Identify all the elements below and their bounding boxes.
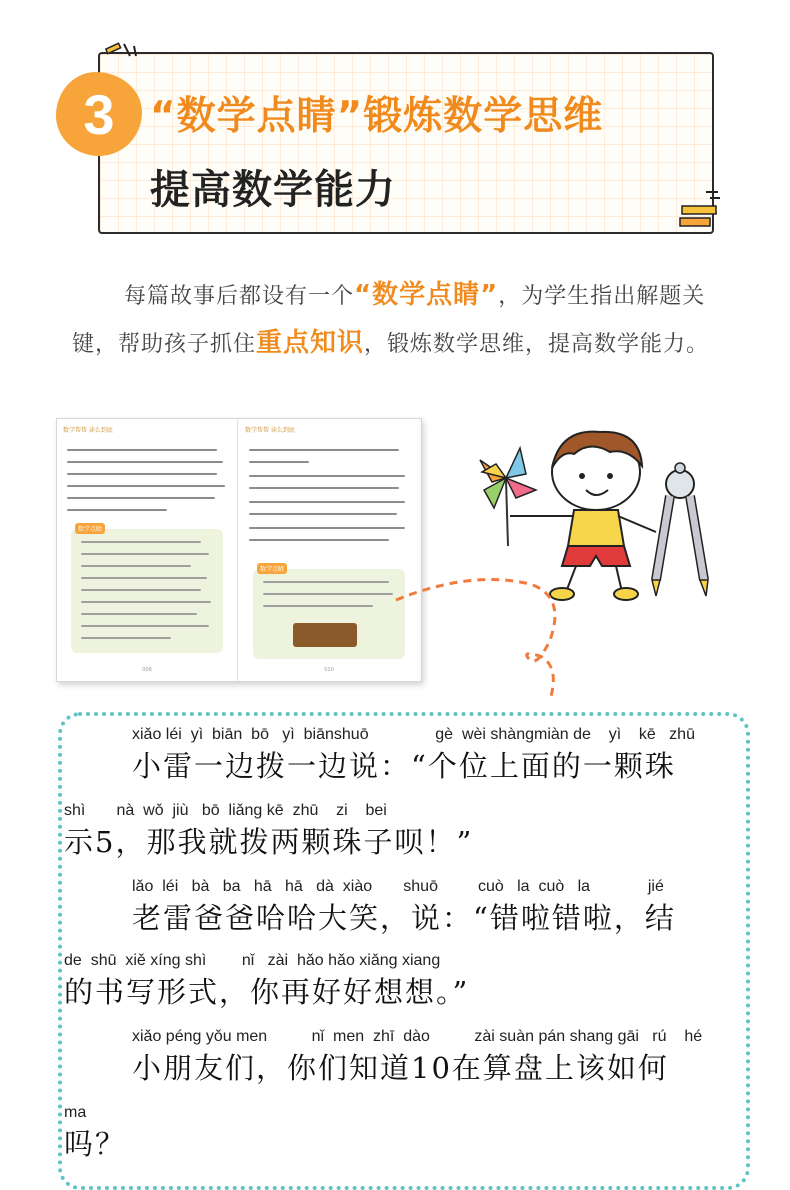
section-number: 3 (83, 82, 115, 146)
book-left-note: 数学点睛 (71, 529, 223, 653)
hanzi-line-2: 示5，那我就拨两颗珠子呗！” (64, 825, 474, 859)
pinyin-line-3: lǎo léi bà ba hā hā dà xiào shuō cuò la cuò la jié (132, 878, 664, 895)
hanzi-line-5: 小朋友们，你们知道10在算盘上该如何 (132, 1051, 669, 1085)
section-subtitle: 提高数学能力 (150, 167, 396, 213)
book-spread-image (56, 418, 422, 682)
pinyin-line-2: shì nà wǒ jiù bō liǎng kē zhū zi bei (64, 802, 387, 819)
section-title: “数学点睛”锻炼数学思维 (150, 94, 604, 139)
intro-text-2: ，为学生指出解题关键，帮助孩子抓住 (72, 284, 706, 357)
highlighter-marks-icon (676, 188, 724, 232)
hanzi-line-6: 吗？ (64, 1127, 127, 1161)
book-right-header: 数学帮帮 读么到底 (245, 427, 295, 434)
pencil-stripes-icon (104, 40, 150, 62)
intro-text-3: ，锻炼数学思维，提高数学能力。 (364, 332, 710, 357)
intro-paragraph (72, 272, 722, 368)
book-left-page: 数学帮帮 读么到底 数学点睛 006 (57, 419, 238, 681)
book-right-page: 数学帮帮 读么到底 数学点睛 010 (239, 419, 419, 681)
hanzi-line-4: 的书写形式，你再好好想想。” (64, 975, 470, 1009)
intro-highlight-2: 重点知识 (256, 328, 365, 358)
abacus-illustration (293, 623, 357, 647)
section-number-badge (56, 72, 142, 156)
intro-text-1: 每篇故事后都设有一个 (124, 284, 355, 309)
pinyin-line-4: de shū xiě xíng shì nǐ zài hǎo hǎo xiǎng xiang (64, 952, 441, 969)
pinyin-line-5: xiǎo péng yǒu men nǐ men zhī dào zài suàn pán shang gāi rú hé (132, 1028, 703, 1045)
pinyin-line-1: xiǎo léi yì biān bō yì biānshuō gè wèi shàngmiàn de yì kē zhū (132, 726, 695, 743)
hanzi-line-3: 老雷爸爸哈哈大笑，说：“错啦错啦，结 (132, 901, 676, 935)
pinyin-line-6: ma (64, 1104, 87, 1121)
intro-highlight-1: “数学点睛” (354, 280, 499, 310)
hanzi-line-1: 小雷一边拨一边说：“个位上面的一颗珠 (132, 749, 676, 783)
book-left-header: 数学帮帮 读么到底 (63, 427, 113, 434)
book-right-note: 数学点睛 (253, 569, 405, 659)
